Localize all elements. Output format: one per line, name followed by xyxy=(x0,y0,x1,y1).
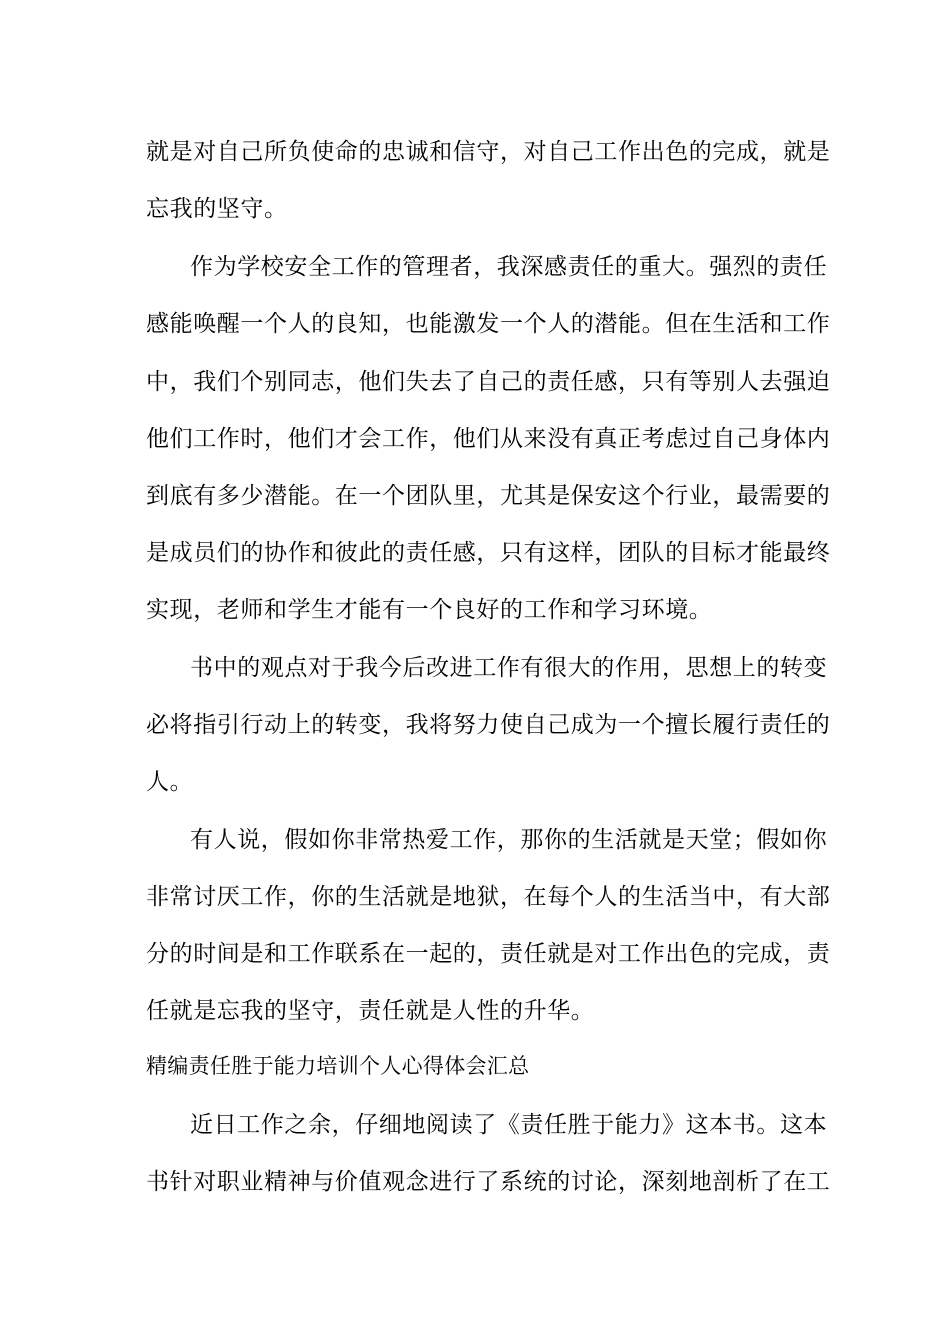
paragraph-line: 非常讨厌工作，你的生活就是地狱，在每个人的生活当中，有大部 xyxy=(146,884,831,910)
paragraph-line: 必将指引行动上的转变，我将努力使自己成为一个擅长履行责任的 xyxy=(146,712,831,738)
paragraph-line: 近日工作之余，仔细地阅读了《责任胜于能力》这本书。这本 xyxy=(190,1112,828,1138)
paragraph-line: 就是对自己所负使命的忠诚和信守，对自己工作出色的完成，就是 xyxy=(146,139,831,165)
paragraph-line: 书针对职业精神与价值观念进行了系统的讨论，深刻地剖析了在工 xyxy=(146,1169,831,1195)
paragraph-line: 中，我们个别同志，他们失去了自己的责任感，只有等别人去强迫 xyxy=(146,369,831,395)
paragraph-line: 分的时间是和工作联系在一起的，责任就是对工作出色的完成，责 xyxy=(146,941,831,967)
paragraph-line: 是成员们的协作和彼此的责任感，只有这样，团队的目标才能最终 xyxy=(146,540,831,566)
paragraph-line: 到底有多少潜能。在一个团队里，尤其是保安这个行业，最需要的 xyxy=(146,483,831,509)
paragraph-line: 作为学校安全工作的管理者，我深感责任的重大。强烈的责任 xyxy=(190,254,828,280)
paragraph-line: 人。 xyxy=(146,769,194,795)
paragraph-line: 任就是忘我的坚守，责任就是人性的升华。 xyxy=(146,998,595,1024)
paragraph-line: 书中的观点对于我今后改进工作有很大的作用，思想上的转变 xyxy=(190,655,828,681)
section-heading: 精编责任胜于能力培训个人心得体会汇总 xyxy=(146,1054,530,1078)
paragraph-line: 忘我的坚守。 xyxy=(146,196,288,222)
paragraph-line: 实现，老师和学生才能有一个良好的工作和学习环境。 xyxy=(146,597,713,623)
paragraph-line: 他们工作时，他们才会工作，他们从来没有真正考虑过自己身体内 xyxy=(146,426,831,452)
paragraph-line: 有人说，假如你非常热爱工作，那你的生活就是天堂；假如你 xyxy=(190,827,828,853)
paragraph-line: 感能唤醒一个人的良知，也能激发一个人的潜能。但在生活和工作 xyxy=(146,311,831,337)
